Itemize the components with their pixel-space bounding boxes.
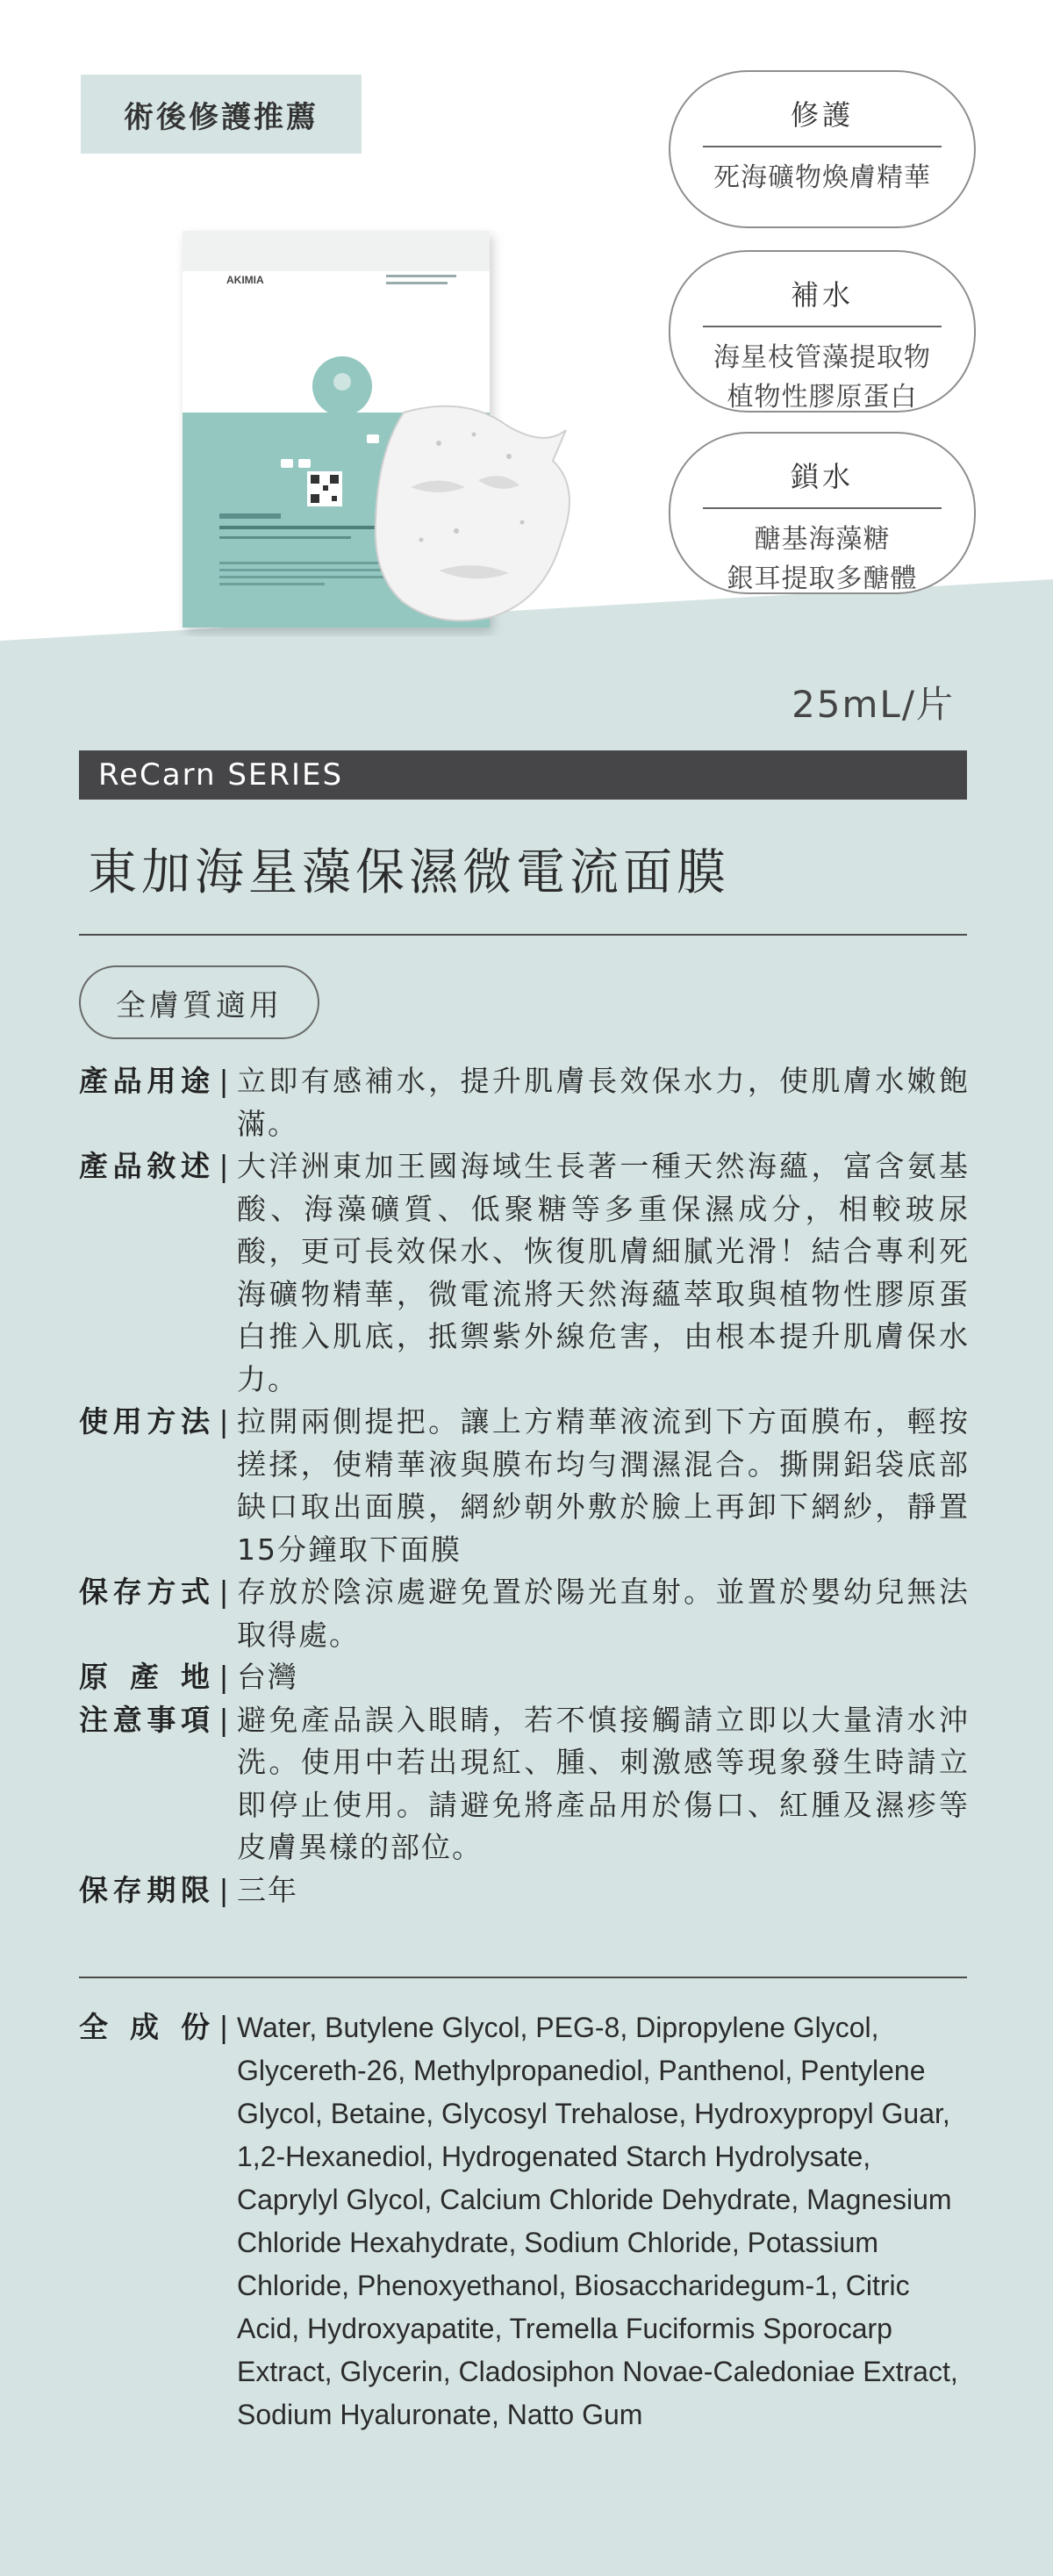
feature-desc: 死海礦物煥膚精華 <box>713 162 931 193</box>
detail-label: 注意事項 <box>79 1702 211 1737</box>
feature-desc: 銀耳提取多醣體 <box>727 563 918 594</box>
detail-row <box>79 1145 970 1401</box>
feature-desc: 醣基海藻糖 <box>754 524 891 555</box>
series-bar: ReCarn SERIES <box>79 750 967 800</box>
detail-separator: | <box>218 1702 229 1737</box>
feature-pill-lock <box>669 432 976 594</box>
detail-separator: | <box>218 1872 229 1907</box>
feature-desc: 植物性膠原蛋白 <box>727 382 918 413</box>
detail-value: 台灣 <box>237 1660 298 1694</box>
product-details <box>79 1060 970 1912</box>
brand-logo: AKIMIA <box>226 274 264 286</box>
ingredients-row <box>79 2006 970 2436</box>
feature-divider <box>703 146 942 147</box>
detail-row <box>79 1401 970 1571</box>
detail-value: 存放於陰涼處避免置於陽光直射。並置於嬰幼兒無法取得處。 <box>237 1575 970 1652</box>
volume-label: 25mL/片 <box>792 683 955 726</box>
detail-label: 使用方法 <box>79 1404 211 1439</box>
sheet-mask-illustration <box>376 406 569 621</box>
detail-value: 避免產品誤入眼睛，若不慎接觸請立即以大量清水沖洗。使用中若出現紅、腫、刺激感等現象發生時請立即停止使用。請避免將產品用於傷口、紅腫及濕疹等皮膚異樣的部位。 <box>237 1702 970 1864</box>
detail-separator: | <box>218 1660 229 1694</box>
skin-type-badge: 全膚質適用 <box>79 965 319 1039</box>
ingredients-label: 全成份 <box>79 2010 211 2044</box>
ingredients-value: Water, Butylene Glycol, PEG-8, Dipropylene Glycol, Glycereth-26, Methylpropanediol, Panthenol, Pentylene Glycol, Betaine, Glycosyl Trehalose, Hydroxypropyl Guar, 1,2-Hexanediol, Hydrogenated Starch Hydrolysate, Caprylyl Glycol, Calcium Chloride Dehydrate, Magnesium Chloride Hexahydrate, Sodium Chloride, Potassium Chloride, Phenoxyethanol, Biosaccharidegum-1, Citric Acid, Hydroxyapatite, Tremella Fuciformis Sporocarp Extract, Glycerin, Cladosiphon Novae-Caledoniae Extract, Sodium Hyaluronate, Natto Gum <box>237 2012 958 2430</box>
qr-code-icon <box>307 471 342 506</box>
detail-label: 保存方式 <box>79 1575 211 1609</box>
detail-value: 三年 <box>237 1872 298 1907</box>
detail-row <box>79 1699 970 1869</box>
detail-value: 拉開兩側提把。讓上方精華液流到下方面膜布，輕按搓揉，使精華液與膜布均勻潤濕混合。撕開鋁袋底部缺口取出面膜，網紗朝外敷於臉上再卸下網紗，靜置15分鐘取下面膜 <box>237 1404 970 1567</box>
detail-separator: | <box>218 1064 229 1098</box>
feature-pill-hydrate <box>669 250 976 413</box>
ingredients-section <box>79 2006 970 2436</box>
detail-row <box>79 1571 970 1656</box>
feature-title: 修護 <box>790 98 854 132</box>
detail-label: 保存期限 <box>79 1872 211 1907</box>
ingredients-separator: | <box>218 2010 229 2044</box>
feature-divider <box>703 507 942 509</box>
detail-separator: | <box>218 1575 229 1609</box>
feature-divider <box>703 326 942 327</box>
feature-pill-repair <box>669 70 976 228</box>
detail-row <box>79 1869 970 1912</box>
detail-separator: | <box>218 1149 229 1183</box>
detail-row <box>79 1656 970 1699</box>
detail-row <box>79 1060 970 1145</box>
divider-bottom <box>79 1977 967 1978</box>
product-name: 東加海星藻保濕微電流面膜 <box>88 844 730 901</box>
detail-label: 產品敘述 <box>79 1149 211 1183</box>
detail-label: 原產地 <box>79 1660 211 1694</box>
detail-value: 大洋洲東加王國海域生長著一種天然海蘊，富含氨基酸、海藻礦質、低聚糖等多重保濕成分，相較玻尿酸，更可長效保水、恢復肌膚細膩光滑！結合專利死海礦物精華，微電流將天然海蘊萃取與植物性膠原蛋白推入肌底，抵禦紫外線危害，由根本提升肌膚保水力。 <box>237 1149 970 1396</box>
detail-value: 立即有感補水，提升肌膚長效保水力，使肌膚水嫩飽滿。 <box>237 1064 970 1141</box>
divider-top <box>79 934 967 936</box>
recommend-tag: 術後修護推薦 <box>81 75 362 154</box>
detail-label: 產品用途 <box>79 1064 211 1098</box>
feature-title: 補水 <box>790 278 854 312</box>
detail-separator: | <box>218 1404 229 1439</box>
feature-title: 鎖水 <box>790 460 854 493</box>
feature-desc: 海星枝管藻提取物 <box>713 342 931 373</box>
product-package-image <box>176 224 588 636</box>
